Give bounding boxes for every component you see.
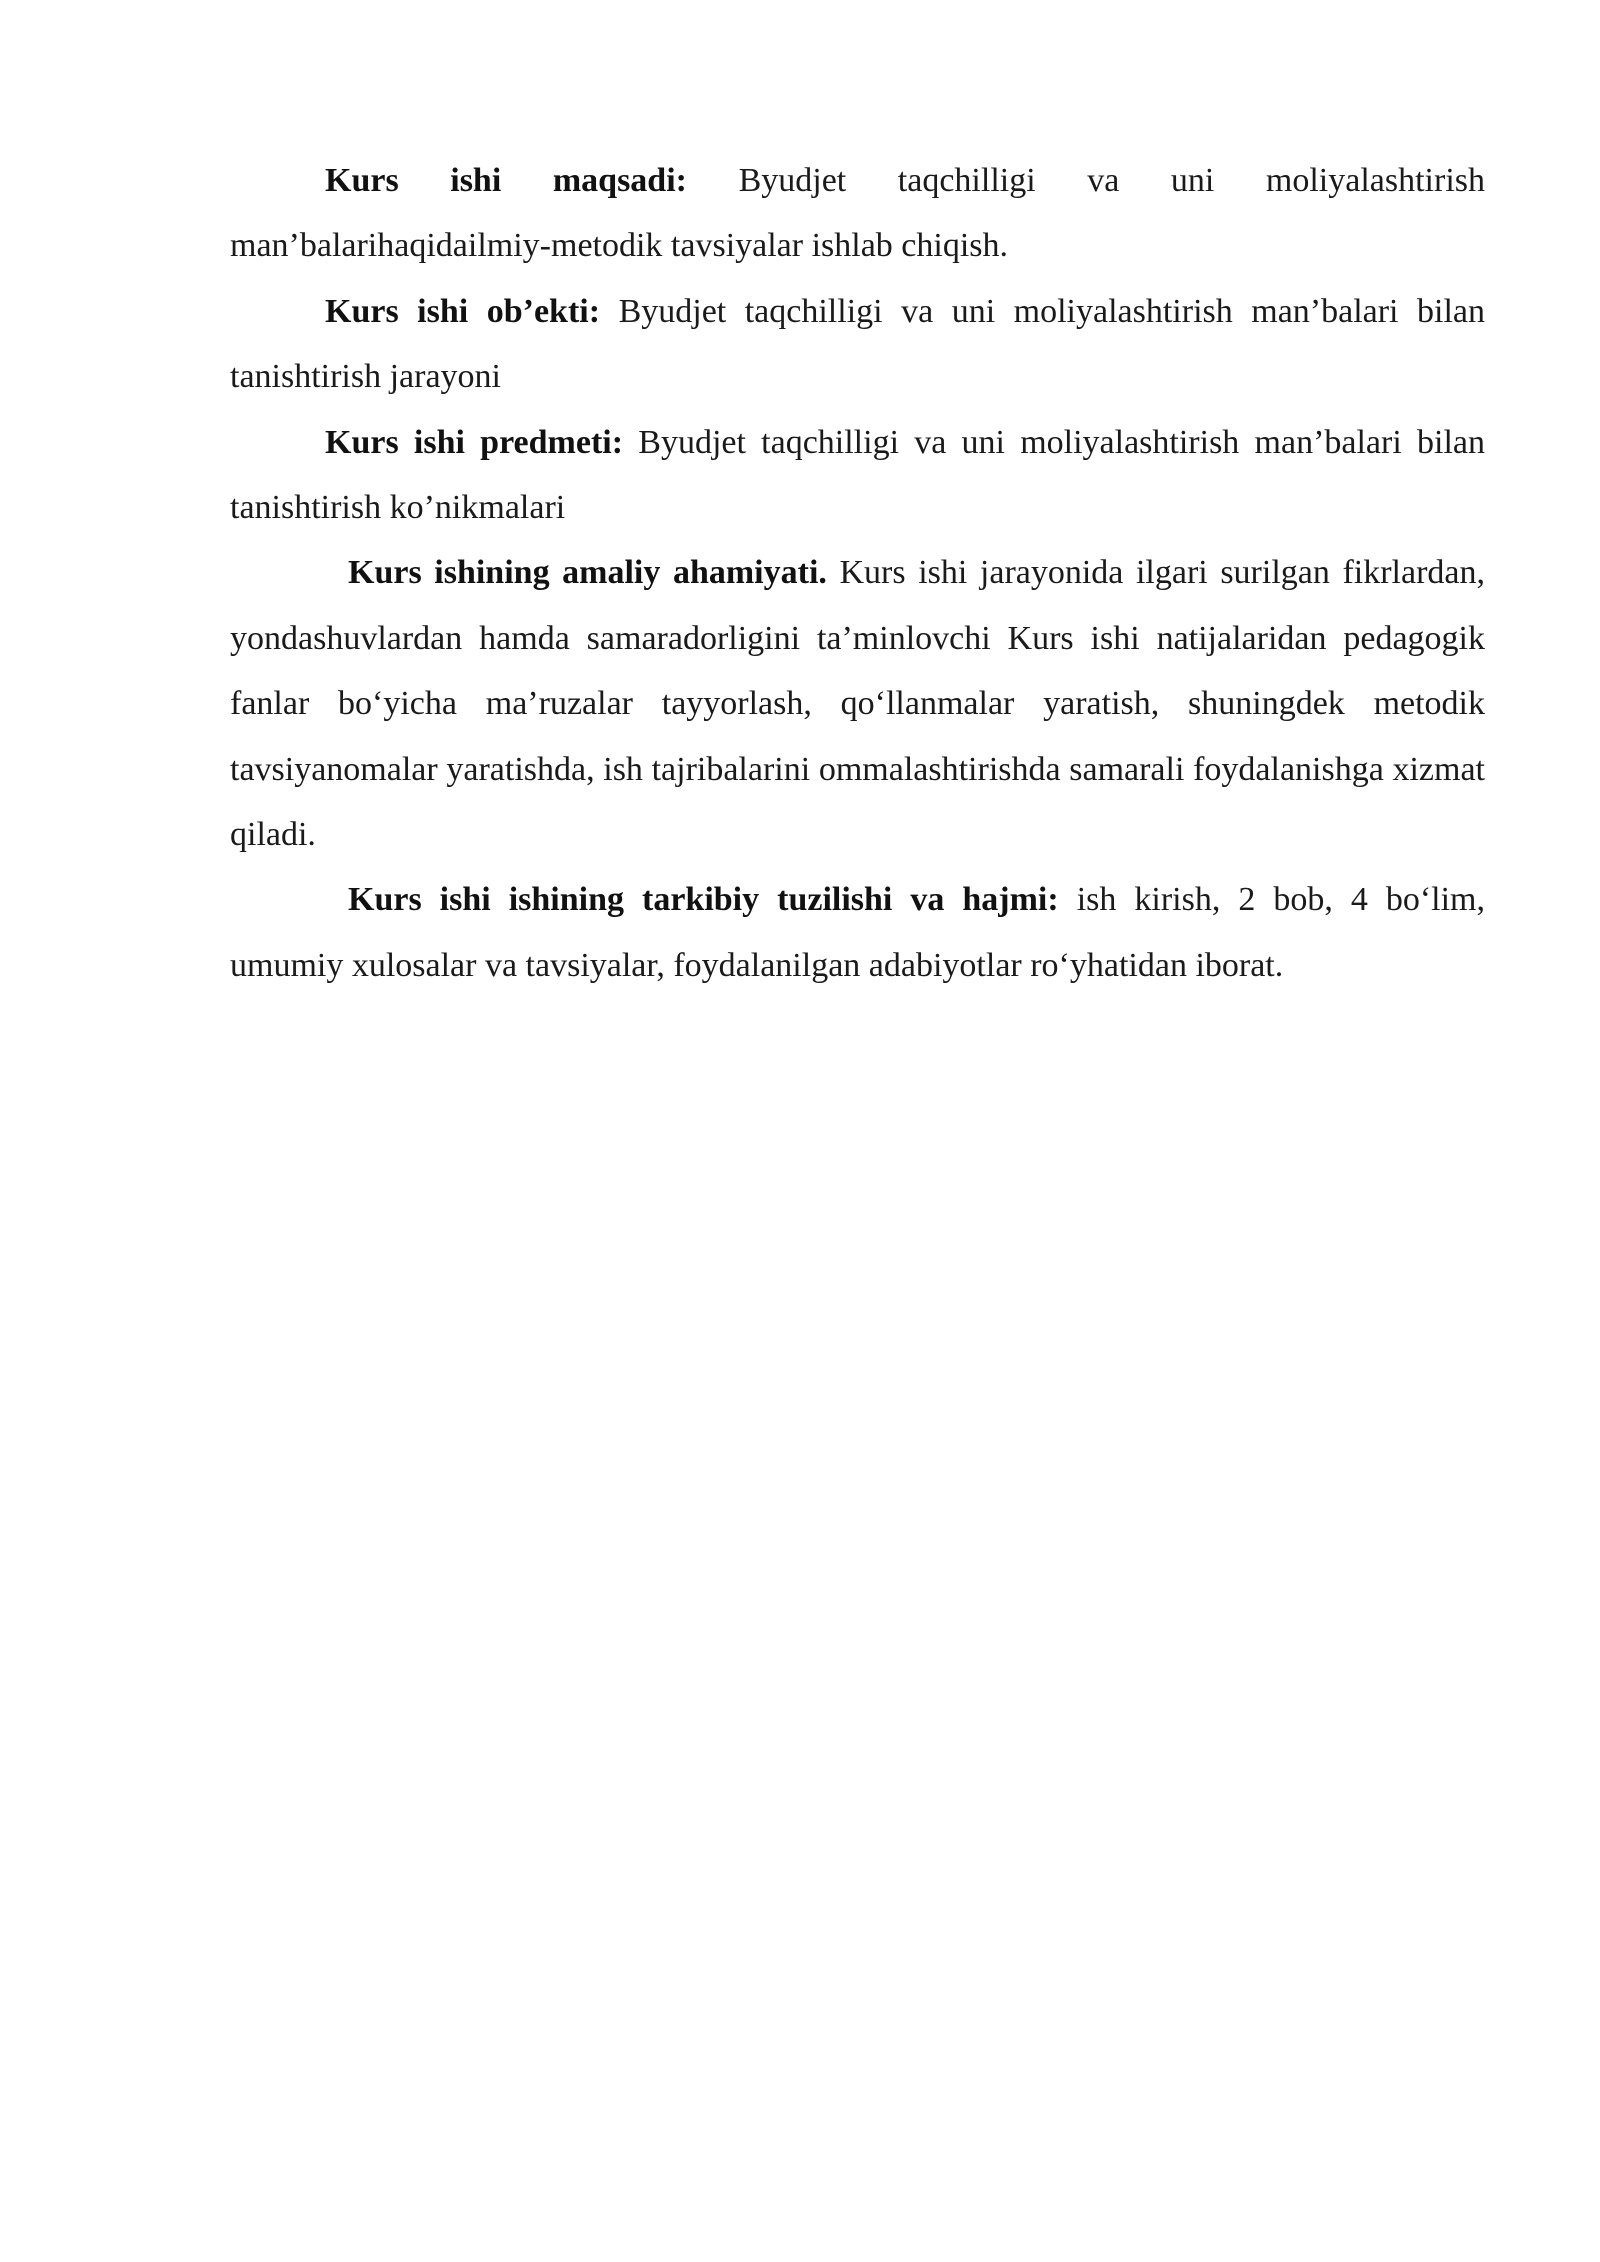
paragraph-goal [230, 148, 1485, 279]
paragraph-structure-text: ish kirish, 2 bob, 4 bo‘lim, umumiy xulosalar va tavsiyalar, foydalanilgan adabiyotlar ro‘yhatidan iborat. [230, 881, 1485, 984]
paragraph-structure [230, 867, 1485, 998]
paragraph-subject-text: Byudjet taqchilligi va uni moliyalashtirish man’balari bilan tanishtirish ko’nikmalari [230, 423, 1485, 527]
paragraph-object [230, 279, 1485, 410]
paragraph-object-text: Byudjet taqchilligi va uni moliyalashtirish man’balari bilan tanishtirish jarayoni [230, 292, 1485, 396]
paragraph-practical-significance-heading: Kurs ishining amaliy ahamiyati. [348, 554, 827, 592]
paragraph-object-heading: Kurs ishi ob’ekti: [325, 292, 601, 330]
paragraph-structure-heading: Kurs ishi ishining tarkibiy tuzilishi va hajmi: [348, 881, 1059, 919]
paragraph-subject-heading: Kurs ishi predmeti: [325, 423, 624, 461]
paragraph-practical-significance-text: Kurs ishi jarayonida ilgari surilgan fikrlardan, yondashuvlardan hamda samaradorligini ta’minlovchi Kurs ishi natijalaridan pedagogik fanlar bo‘yicha ma’ruzalar tayyorlash, qo‘llanmalar yaratish, shuningdek metodik tavsiyanomalar yaratishda, ish tajribalarini ommalashtirishda samarali foydalanishga xizmat qiladi. [230, 554, 1485, 854]
paragraph-goal-heading: Kurs ishi maqsadi: [325, 162, 687, 199]
paragraph-goal-text: Byudjet taqchilligi va uni moliyalashtirish man’balarihaqidailmiy-metodik tavsiyalar ishlab chiqish. [230, 162, 1485, 265]
paragraph-subject [230, 410, 1485, 541]
document-body [230, 148, 1485, 998]
paragraph-practical-significance [230, 540, 1485, 867]
